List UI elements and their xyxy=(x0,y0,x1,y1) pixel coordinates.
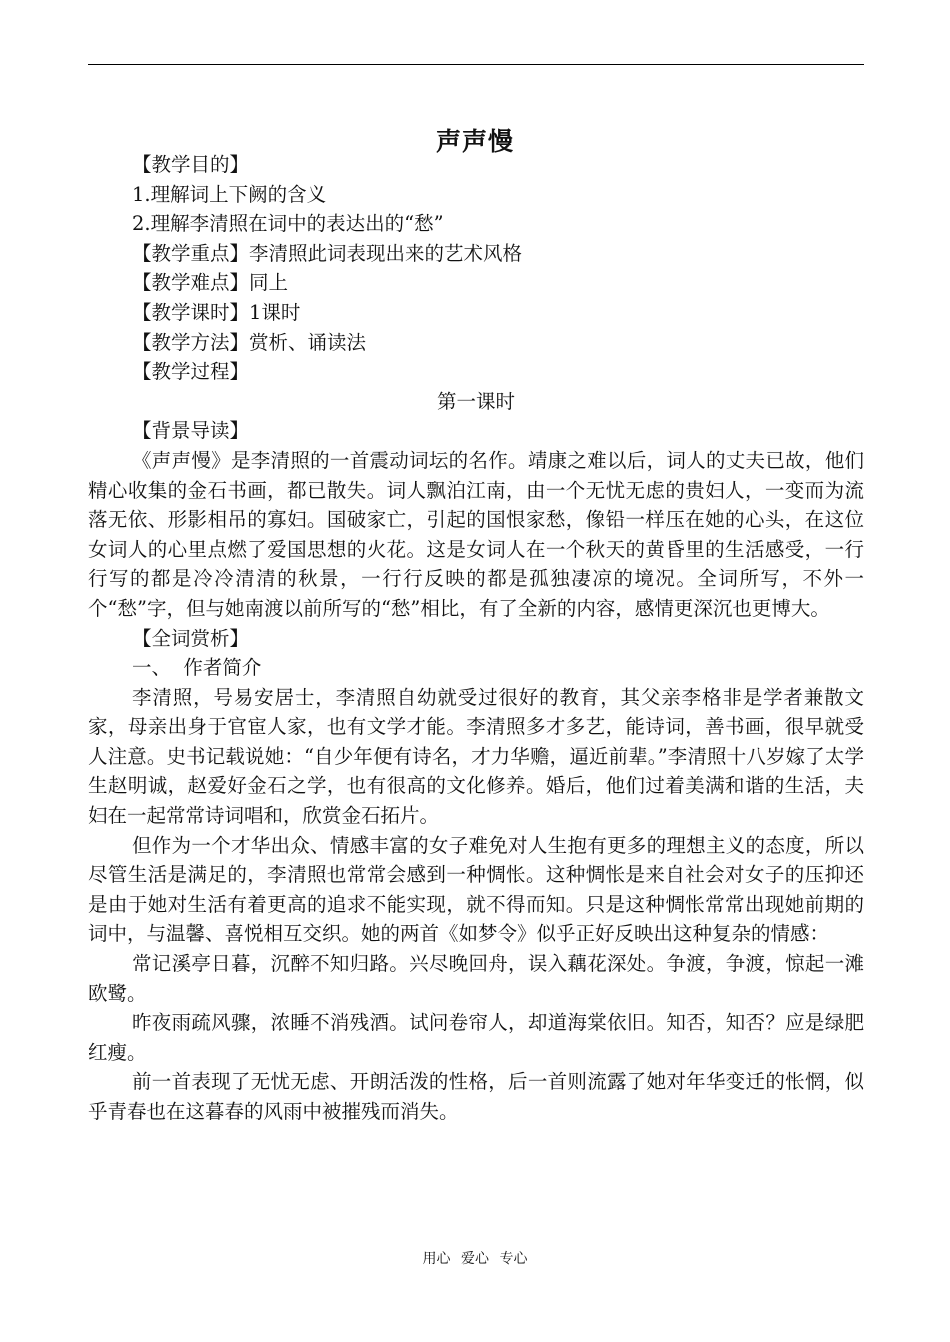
poem-paragraph-1: 常记溪亭日暮，沉醉不知归路。兴尽晚回舟，误入藕花深处。争渡，争渡，惊起一滩欧鹭。 xyxy=(88,952,864,1005)
document-title: 声声慢 xyxy=(435,127,514,156)
author-paragraph-1: 李清照，号易安居士，李清照自幼就受过很好的教育，其父亲李格非是学者兼散文家，母亲出身于官宦人家，也有文学才能。李清照多才多艺，能诗词，善书画，很早就受人注意。史书记载说她：“自少年便有诗名，才力华赡，逼近前辈。”李清照十八岁嫁了太学生赵明诚，赵爱好金石之学，也有很高的文化修养。婚后，他们过着美满和谐的生活，夫妇在一起常常诗词唱和，欣赏金石拓片。 xyxy=(88,685,864,828)
objective-item-1: 1.理解词上下阙的含义 xyxy=(132,182,327,206)
document-body xyxy=(88,150,864,1127)
background-paragraph: 《声声慢》是李清照的一首震动词坛的名作。靖康之难以后，词人的丈夫已故，他们精心收集的金石书画，都已散失。词人飘泊江南，由一个无忧无虑的贵妇人，一变而为流落无依、形影相吊的寡妇。国破家亡，引起的国恨家愁，像铅一样压在她的心头，在这位女词人的心里点燃了爱国思想的火花。这是女词人在一个秋天的黄昏里的生活感受，一行行写的都是冷冷清清的秋景，一行行反映的都是孤独凄凉的境况。全词所写，不外一个“愁”字，但与她南渡以前所写的“愁”相比，有了全新的内容，感情更深沉也更博大。 xyxy=(88,448,864,620)
poem-paragraph-2: 昨夜雨疏风骤，浓睡不消残酒。试问卷帘人，却道海棠依旧。知否，知否？应是绿肥红瘦。 xyxy=(88,1011,864,1064)
difficulty-line: 【教学难点】同上 xyxy=(132,271,289,295)
analysis-header: 【全词赏析】 xyxy=(132,626,250,650)
objectives-header: 【教学目的】 xyxy=(132,153,250,176)
page-footer: 用心 爱心 专心 xyxy=(422,1251,528,1267)
commentary-paragraph: 前一首表现了无忧无虑、开朗活泼的性格，后一首则流露了她对年华变迁的怅惘，似乎青春也在这暮春的风雨中被摧残而消失。 xyxy=(88,1070,864,1123)
key-point-line: 【教学重点】李清照此词表现出来的艺术风格 xyxy=(132,241,523,265)
objective-item-2: 2.理解李清照在词中的表达出的“愁” xyxy=(132,212,444,236)
section-heading-author: 一、 作者简介 xyxy=(132,656,262,680)
author-paragraph-2: 但作为一个才华出众、情感丰富的女子难免对人生抱有更多的理想主义的态度，所以尽管生活是满足的，李清照也常常会感到一种惆怅。这种惆怅是来自社会对女子的压抑还是由于她对生活有着更高的追求不能实现，就不得而知。只是这种惆怅常常出现她前期的词中，与温馨、喜悦相互交织。她的两首《如梦令》似乎正好反映出这种复杂的情感： xyxy=(88,833,864,946)
header-rule xyxy=(88,64,864,65)
background-header: 【背景导读】 xyxy=(132,419,250,443)
lesson-title: 第一课时 xyxy=(436,389,515,413)
process-header: 【教学过程】 xyxy=(132,360,250,384)
class-hours-line: 【教学课时】1课时 xyxy=(132,300,301,324)
methods-line: 【教学方法】赏析、诵读法 xyxy=(132,330,367,354)
